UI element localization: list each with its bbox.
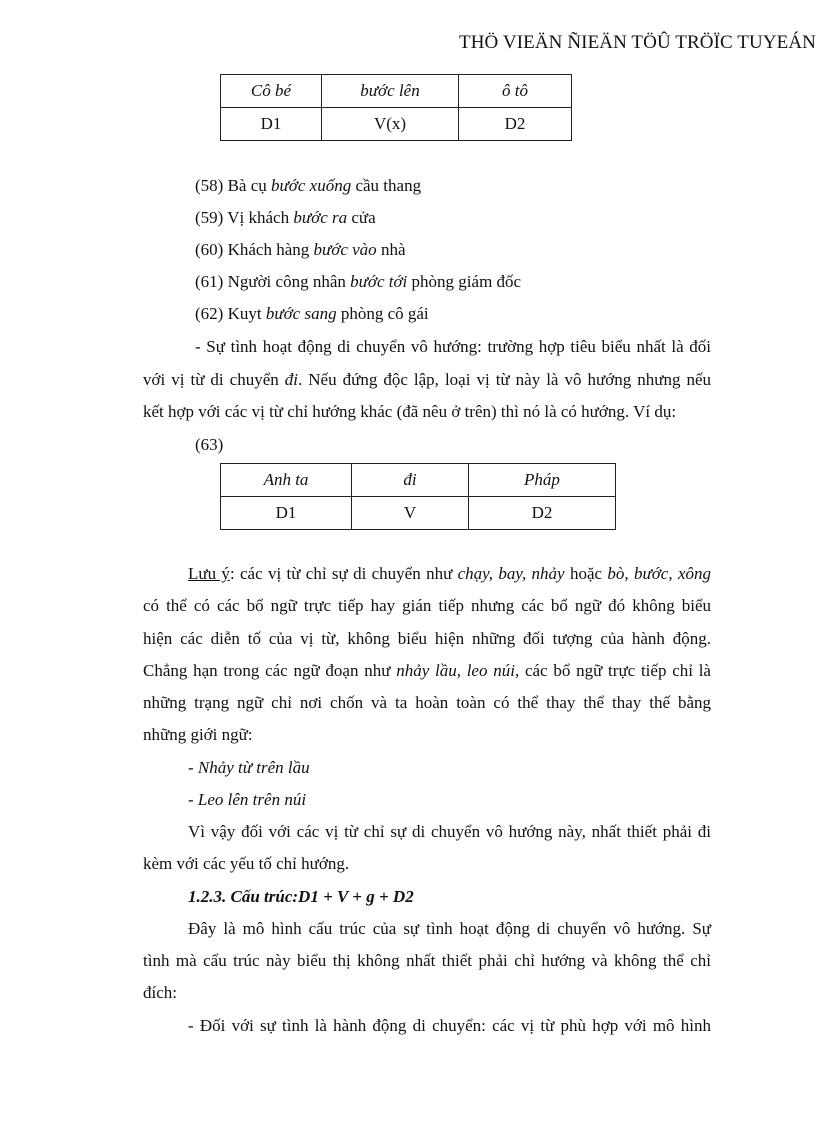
example-58: (58) Bà cụ bước xuống cầu thang <box>195 176 422 195</box>
table1-head-subject: Cô bé <box>221 75 322 108</box>
table2-head-subject: Anh ta <box>221 464 352 497</box>
section-line-2: tình mà cấu trúc này biểu thị không nhất thiết phải chỉ hướng và không thể chỉ <box>143 951 711 970</box>
table2-cell-d1: D1 <box>221 497 352 530</box>
note-conclusion-1: Vì vậy đối với các vị từ chỉ sự di chuyển vô hướng này, nhất thiết phải đi <box>188 822 711 841</box>
note-line-1: Lưu ý: các vị từ chỉ sự di chuyển như chạy, bay, nhảy hoặc bò, bước, xông <box>188 564 711 583</box>
note-item-1: - Nhảy từ trên lầu <box>188 758 310 777</box>
table2-cell-v: V <box>352 497 469 530</box>
table1-head-verb: bước lên <box>322 75 459 108</box>
para1-line-3: kết hợp với các vị từ chỉ hướng khác (đã nêu ở trên) thì nó là có hướng. Ví dụ: <box>143 402 677 421</box>
section-line-4: - Đối với sự tình là hành động di chuyển: các vị từ phù hợp với mô hình <box>188 1016 711 1035</box>
table2-head-verb: đi <box>352 464 469 497</box>
note-item-2: - Leo lên trên núi <box>188 790 307 809</box>
note-line-6: những giới ngữ: <box>143 725 253 744</box>
example-table-1 <box>220 74 572 141</box>
example-62: (62) Kuyt bước sang phòng cô gái <box>195 304 429 323</box>
example-60: (60) Khách hàng bước vào nhà <box>195 240 406 259</box>
para1-line-1: - Sự tình hoạt động di chuyển vô hướng: trường hợp tiêu biểu nhất là đối <box>195 337 711 356</box>
para1-line-2: với vị từ di chuyển đi. Nếu đứng độc lập, loại vị từ này là vô hướng nhưng nếu <box>143 370 712 389</box>
table1-cell-d2: D2 <box>459 108 572 141</box>
example-61: (61) Người công nhân bước tới phòng giám đốc <box>195 272 522 291</box>
note-line-5: những trạng ngữ chỉ nơi chốn và ta hoàn toàn có thể thay thể thay thế bằng <box>143 693 711 712</box>
section-line-3: đích: <box>143 983 177 1002</box>
table1-cell-d1: D1 <box>221 108 322 141</box>
example-63-number: (63) <box>195 435 224 454</box>
table2-head-object: Pháp <box>469 464 616 497</box>
note-line-4: Chẳng hạn trong các ngữ đoạn như nhảy lầu, leo núi, các bổ ngữ trực tiếp chỉ là <box>143 661 711 680</box>
example-table-2 <box>220 463 616 530</box>
table1-cell-v: V(x) <box>322 108 459 141</box>
table2-cell-d2: D2 <box>469 497 616 530</box>
section-line-1: Đây là mô hình cấu trúc của sự tình hoạt động di chuyển vô hướng. Sự <box>188 919 711 938</box>
page-header: THÖ VIEÄN ÑIEÄN TÖÛ TRÖÏC TUYEÁN <box>459 32 816 53</box>
section-heading: 1.2.3. Cấu trúc:D1 + V + g + D2 <box>188 887 414 906</box>
note-line-3: hiện các diễn tố của vị từ, không biểu hiện những đối tượng của hành động. <box>143 629 711 648</box>
note-line-2: có thể có các bổ ngữ trực tiếp hay gián tiếp nhưng các bổ ngữ đó không biểu <box>143 596 711 615</box>
example-59: (59) Vị khách bước ra cửa <box>195 208 376 227</box>
table1-head-object: ô tô <box>459 75 572 108</box>
note-conclusion-2: kèm với các yếu tố chỉ hướng. <box>143 854 350 873</box>
